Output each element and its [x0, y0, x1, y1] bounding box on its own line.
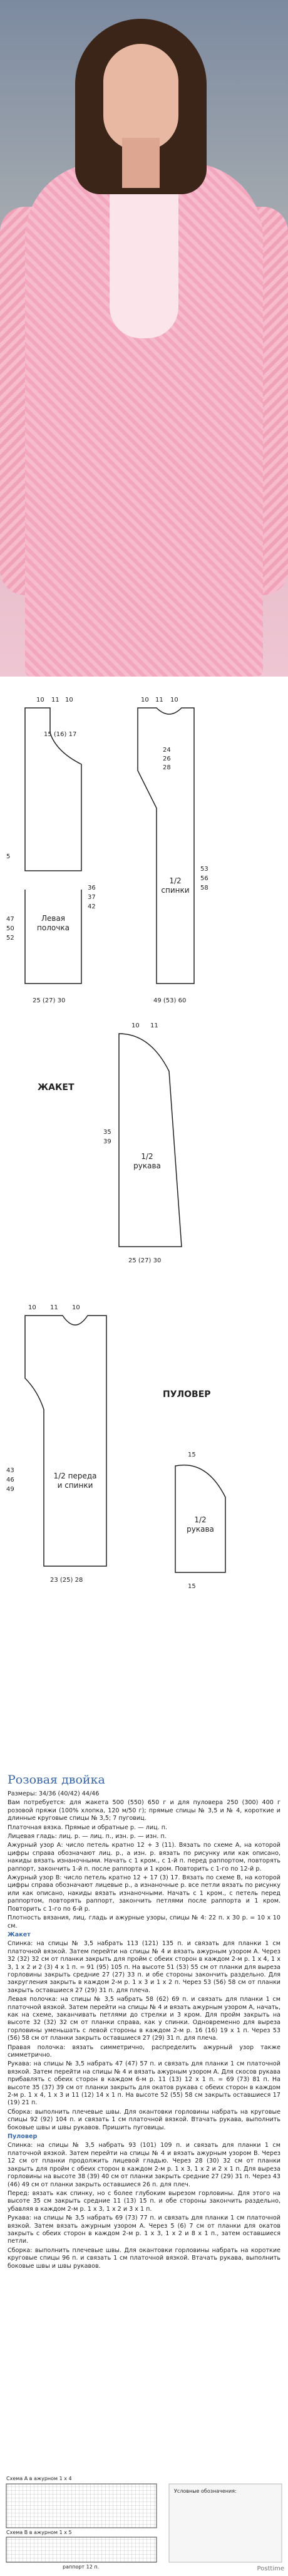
- pullover-front-text: Перед: вязать как спинку, но с более глубоким вырезом горловины. Для этого на высоте 35 см закрыть средние 11 (13) 15 п. и обе стороны закончить раздельно, убавляя в каждом 2-м р. 1 х 3, 1 х 2 и 3 х 1 п.: [8, 2189, 280, 2213]
- stocking-text: Лицевая гладь: лиц. р. — лиц. п., изн. р. — изн. п.: [8, 1833, 167, 1841]
- rib-text: Платочная вязка. Прямые и обратные р. — лиц. п.: [8, 1824, 168, 1831]
- sleeve-label: 1/2: [141, 1152, 153, 1161]
- front-left-number: 37: [88, 894, 96, 901]
- front-label: Левая: [41, 914, 66, 923]
- pullover-front-number: 23 (25) 28: [50, 1577, 83, 1584]
- back-text: Спинка: на спицы № 3,5 набрать 113 (121) 135 п. и связать для планки 1 см платочной вязкой. Затем перейти на спицы № 4 и вязать ажурным узором А. Через 32 (32) 32 см от планки закрыть для пройм с обеих сторон в каждом 2-м р. 1 х 4, 1 х 3, 1 х 2 и 2 (3) 4 х 1 п. = 91 (95) 105 п. На высоте 51 (53) 55 см от планки для выреза горловины закрыть средние 27 (27) 33 п. и обе стороны закончить раздельно. Для закругления закрыть в каждом 2-м р. 1 х 3 и 1 х 2 п. Через 53 (56) 58 см от планки закрыть оставшиеся 27 (29) 31 п. для плеча.: [8, 1940, 280, 1994]
- pullover-front-number: 49: [6, 1486, 14, 1493]
- legend-box: [169, 2484, 282, 2562]
- chart-a-caption: Схема А в ажурном 1 х 4: [6, 2476, 72, 2481]
- front-side-number: 5: [6, 853, 11, 860]
- back-top-number: 11: [155, 697, 163, 704]
- back-top-number: 28: [163, 764, 171, 771]
- density-text: Плотность вязания, лиц. гладь и ажурные узоры, спицы № 4: 22 п. х 30 р. = 10 х 10 см.: [8, 1914, 280, 1929]
- charts-svg: [0, 2471, 288, 2572]
- back-side-number: 56: [200, 875, 208, 882]
- model-photo: [0, 0, 288, 677]
- sleeve-scheme: [119, 1034, 182, 1247]
- stitch-charts: [0, 2471, 288, 2572]
- front-top-number: 10: [36, 697, 44, 704]
- neck-shape: [122, 138, 160, 188]
- pullover-sleeve-number: 15: [188, 1583, 196, 1590]
- pullover-assembly-text: Сборка: выполнить плечевые швы. Для окантовки горловины набрать на короткие круговые спицы 96 п. и связать 1 см платочной вязкой. Втачать рукава, выполнить боковые швы и швы рукавов.: [8, 2246, 280, 2270]
- sleeve-label: рукава: [133, 1161, 161, 1170]
- sleeve-number: 25 (27) 30: [128, 1257, 162, 1264]
- back-top-number: 10: [170, 697, 178, 704]
- back-top-number: 10: [141, 697, 149, 704]
- lace-a-text: Ажурный узор А: число петель кратно 12 + 3 (11). Вязать по схеме А, на которой цифры справа обозначают лиц. р., а изн. р. вязать по рисунку или как описано, накиды вязать изнаночными. Начать с 1 кром., с 1-й п. перед раппортом, повторять раппорт, закончить 1-й п. после раппорта и 1 кром. Повторить с 1-го по 12-й р.: [8, 1842, 280, 1872]
- front-label: полочка: [37, 923, 69, 932]
- pullover-front-number: 11: [50, 1304, 58, 1311]
- pullover-front-number: 46: [6, 1477, 14, 1483]
- left-front-text: Левая полочка: на спицы № 3,5 набрать 58 (62) 69 п. и связать для планки 1 см платочной вязкой. Затем перейти на спицы № 4 и вязать ажурным узором А, начать, как на схеме, заканчивать петлями до стрелки и 3 кром. Для пройм закрыть на высоте 32 (32) 32 см от планки справа, как у спинки. Одновременно для выреза горловины уменьшать с левой стороны в каждом 2-м р. 16 (16) 19 х 1 п. Через 53 (56) 58 см от планки закрыть оставшиеся 27 (29) 31 п. для плеча.: [8, 1996, 280, 2042]
- pullover-shape: [110, 188, 178, 338]
- front-top-number: 15 (16) 17: [44, 731, 77, 738]
- back-side-number: 58: [200, 885, 208, 891]
- pullover-front-label: и спинки: [57, 1481, 93, 1490]
- back-label: спинки: [161, 886, 190, 895]
- pullover-sleeve-label: рукава: [187, 1525, 214, 1534]
- back-side-number: 53: [200, 866, 208, 873]
- front-top-number: 10: [65, 697, 73, 704]
- pullover-front-number: 10: [28, 1304, 36, 1311]
- assembly-text: Сборка: выполнить плечевые швы. Для окантовки горловины набрать на круговые спицы 92 (92) 104 п. и связать 1 см платочной вязкой. Втачать рукава, выполнить боковые швы и швы рукавов. Пришить пуговицы.: [8, 2108, 280, 2131]
- front-bottom-number: 25 (27) 30: [33, 997, 66, 1004]
- schemes-svg: [0, 683, 288, 1773]
- jacket-header: Жакет: [8, 1931, 31, 1938]
- pattern-schemes: [0, 683, 288, 1773]
- front-left-number: 36: [88, 885, 96, 891]
- watermark: Posttime: [257, 2565, 284, 2572]
- pullover-sleeves-text: Рукава: на спицы № 3,5 набрать 69 (73) 77 п. и связать для планки 1 см платочной вязкой. Затем вязать ажурным узором А. Через 5 (6) 7 см от планки для окатов закрыть с обеих сторон в каждом 2-м р. 1 х 3, 1 х 2 и 8 х 1 п., затем оставшиеся петли.: [8, 2215, 280, 2245]
- back-top-number: 26: [163, 756, 171, 762]
- pullover-front-number: 43: [6, 1467, 14, 1474]
- sleeves-text: Рукава: на спицы № 3,5 набрать 47 (47) 57 п. и связать для планки 1 см платочной вязкой. Затем перейти на спицы № 4 и вязать ажурным узором А. Для скосов рукава прибавлять с обеих сторон в каждом 6-м р. 11 (13) 12 х 1 п. = 69 (73) 81 п. На высоте 35 (37) 39 см от планки закрыть для окатов рукава с обеих сторон в каждом 2-м р. 1 х 4, 1 х 3 и 11 (12) 14 х 1 п. На высоте 52 (55) 58 см закрыть оставшиеся 17 (19) 21 п.: [8, 2060, 280, 2107]
- pullover-heading: ПУЛОВЕР: [163, 1389, 211, 1400]
- right-front-text: Правая полочка: вязать симметрично, распределить ажурный узор также симметрично.: [8, 2044, 280, 2059]
- back-top-number: 24: [163, 747, 171, 754]
- chart-b-caption: Схема В в ажурном 1 х 5: [6, 2530, 72, 2535]
- pattern-text: [8, 1773, 280, 2272]
- left-front-scheme: [25, 708, 81, 984]
- back-bottom-number: 49 (53) 60: [153, 997, 187, 1004]
- pullover-front-number: 10: [72, 1304, 80, 1311]
- face-shape: [103, 44, 178, 150]
- materials-text: Вам потребуется: для жакета 500 (550) 650 г и для пуловера 250 (300) 400 г розовой пряжи (100% хлопка, 120 м/50 г); прямые спицы № 3,5 и № 4, короткие и длинные круговые спицы № 3,5; 7 пуговиц.: [8, 1799, 280, 1822]
- back-label: 1/2: [169, 876, 182, 885]
- pullover-sleeve-label: 1/2: [194, 1515, 207, 1524]
- chart-b-grid: [6, 2537, 157, 2562]
- front-side-number: 52: [6, 935, 14, 942]
- sleeve-number: 39: [103, 1138, 111, 1145]
- front-side-number: 47: [6, 916, 14, 923]
- sleeve-number: 11: [150, 1022, 158, 1029]
- jacket-heading: ЖАКЕТ: [38, 1083, 75, 1093]
- front-left-number: 42: [88, 903, 96, 910]
- rapport-label: раппорт 12 п.: [63, 2564, 100, 2570]
- sleeve-number: 10: [131, 1022, 140, 1029]
- sleeve-number: 35: [103, 1129, 111, 1136]
- sizes-text: Размеры: 34/36 (40/42) 44/46: [8, 1790, 100, 1797]
- pullover-front-label: 1/2 переда: [53, 1472, 97, 1480]
- pullover-front-scheme: [25, 1316, 106, 1566]
- front-side-number: 50: [6, 925, 14, 932]
- front-top-number: 11: [51, 697, 59, 704]
- chart-a-grid: [6, 2484, 157, 2528]
- lace-b-text: Ажурный узор В: число петель кратно 12 + 17 (3) 17. Вязать по схеме В, на которой цифры справа обозначают лицевые р., а изнаночные р. все петли вязать по рисунку или как описано, накиды вязать изнаночными. Начать с 1 кром., с петель перед раппортом, повторять раппорт, закончить петлями после раппорта и 1 кром. Повторить с 1-го по 6-й р.: [8, 1874, 280, 1913]
- pullover-back-text: Спинка: на спицы № 3,5 набрать 93 (101) 109 п. и связать для планки 1 см платочной вязкой. Затем перейти на спицы № 4 и вязать ажурным узором В. Через 12 см от планки продолжить лицевой гладью. Через 28 (30) 32 см от планки закрыть для пройм с обеих сторон в каждом 2-м р. 1 х 3, 1 х 2 и 2 х 1 п. Для выреза горловины на высоте 38 (39) 40 см от планки закрыть средние 27 (29) 31 п. Через 43 (46) 49 см от планки закрыть оставшиеся 26 п. для плеч.: [8, 2142, 280, 2188]
- page-title: Розовая двойка: [8, 1773, 105, 1787]
- pullover-header: Пуловер: [8, 2133, 38, 2141]
- legend-title: Условные обозначения:: [174, 2488, 237, 2494]
- pullover-sleeve-number: 15: [188, 1452, 196, 1458]
